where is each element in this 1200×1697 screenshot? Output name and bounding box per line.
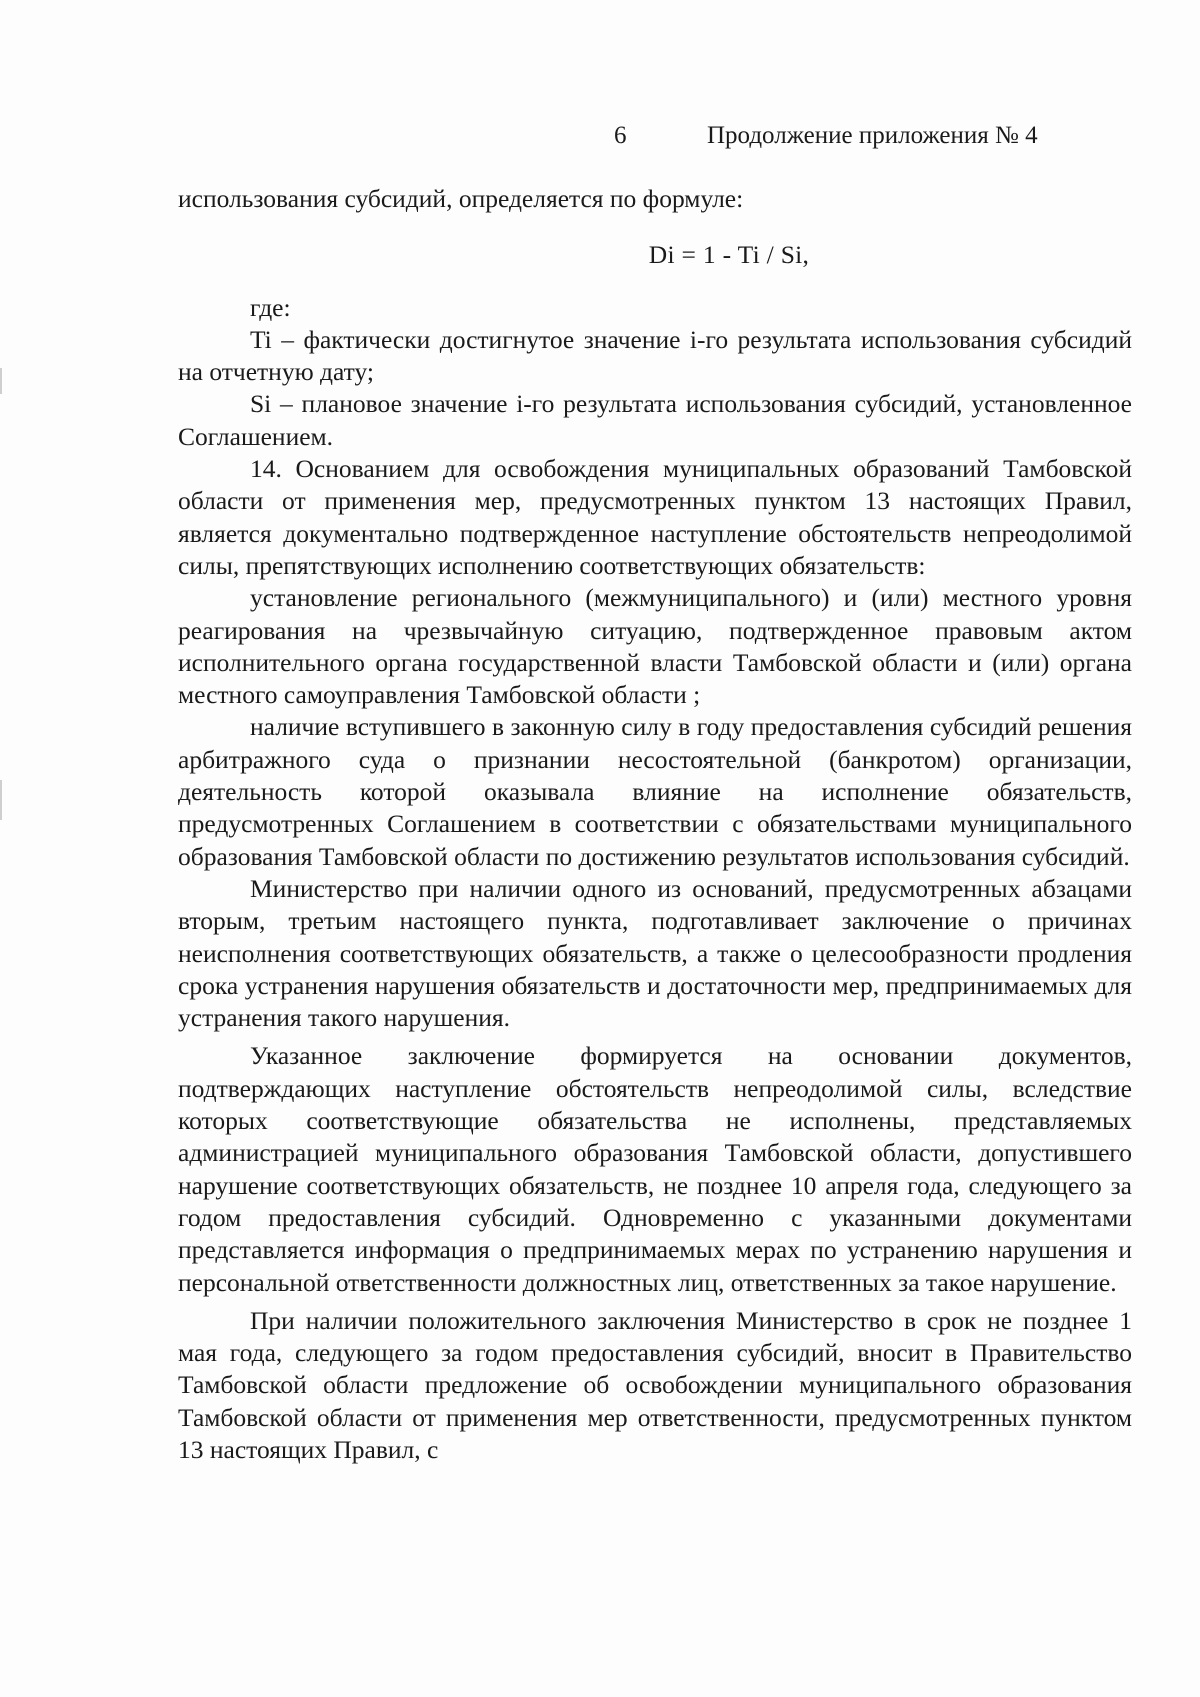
paragraph-ti-definition: Ti – фактически достигнутое значение i-го результата использования субсидий на отчетную дату; bbox=[178, 324, 1132, 387]
scan-artifact-left-top bbox=[0, 368, 2, 394]
paragraph-si-definition: Si – плановое значение i-го результата использования субсидий, установленное Соглашением. bbox=[178, 389, 1132, 451]
page-header bbox=[0, 122, 1200, 158]
paragraph-ministry-conclusion: Министерство при наличии одного из оснований, предусмотренных абзацами вторым, третьим настоящего пункта, подготавливает заключение о причинах неисполнения соответствующих обязательств, а также о целесообразности продления срока устранения нарушения обязательств и достаточности мер, предпринимаемых для устранения такого нарушения. bbox=[178, 873, 1132, 1033]
formula: Di = 1 - Ti / Si, bbox=[648, 240, 810, 270]
paragraph-positive-conclusion: При наличии положительного заключения Министерство в срок не позднее 1 мая года, следующего за годом предоставления субсидий, вносит в Правительство Тамбовской области предложение об освобождении муниципального образования Тамбовской области от применения мер ответственности, предусмотренных пунктом 13 настоящих Правил, с bbox=[178, 1305, 1132, 1464]
document-body bbox=[178, 183, 1132, 1466]
paragraph-emergency: установление регионального (межмуниципального) и (или) местного уровня реагирования на чрезвычайную ситуацию, подтвержденное правовым актом исполнительного органа государственной власти Тамбовской области и (или) органа местного самоуправления Тамбовской области ; bbox=[178, 583, 1132, 710]
paragraph-where: где: bbox=[250, 292, 291, 322]
scan-artifact-left-middle bbox=[0, 780, 2, 820]
paragraph-intro: использования субсидий, определяется по формуле: bbox=[178, 184, 744, 213]
paragraph-bankruptcy: наличие вступившего в законную силу в году предоставления субсидий решения арбитражного суда о признании несостоятельной (банкротом) организации, деятельность которой оказывала влияние на исполнение обязательств, предусмотренных Соглашением в соответствии с обязательствами муниципального образования Тамбовской области по достижению результатов использования субсидий. bbox=[178, 712, 1132, 871]
appendix-caption: Продолжение приложения № 4 bbox=[707, 122, 1038, 149]
page-number: 6 bbox=[614, 122, 627, 149]
paragraph-conclusion-basis: Указанное заключение формируется на основании документов, подтверждающих наступление обстоятельств непреодолимой силы, вследствие которых соответствующие обязательства не исполнены, представляемых администрацией муниципального образования Тамбовской области, допустившего нарушение соответствующих обязательств, не позднее 10 апреля года, следующего за годом предоставления субсидий. Одновременно с указанными документами представляется информация о предпринимаемых мерах по устранению нарушения и персональной ответственности должностных лиц, ответственных за такое нарушение. bbox=[178, 1041, 1132, 1297]
paragraph-item-14: 14. Основанием для освобождения муниципальных образований Тамбовской области от применения мер, предусмотренных пунктом 13 настоящих Правил, является документально подтвержденное наступление обстоятельств непреодолимой силы, препятствующих исполнению соответствующих обязательств: bbox=[178, 454, 1132, 580]
